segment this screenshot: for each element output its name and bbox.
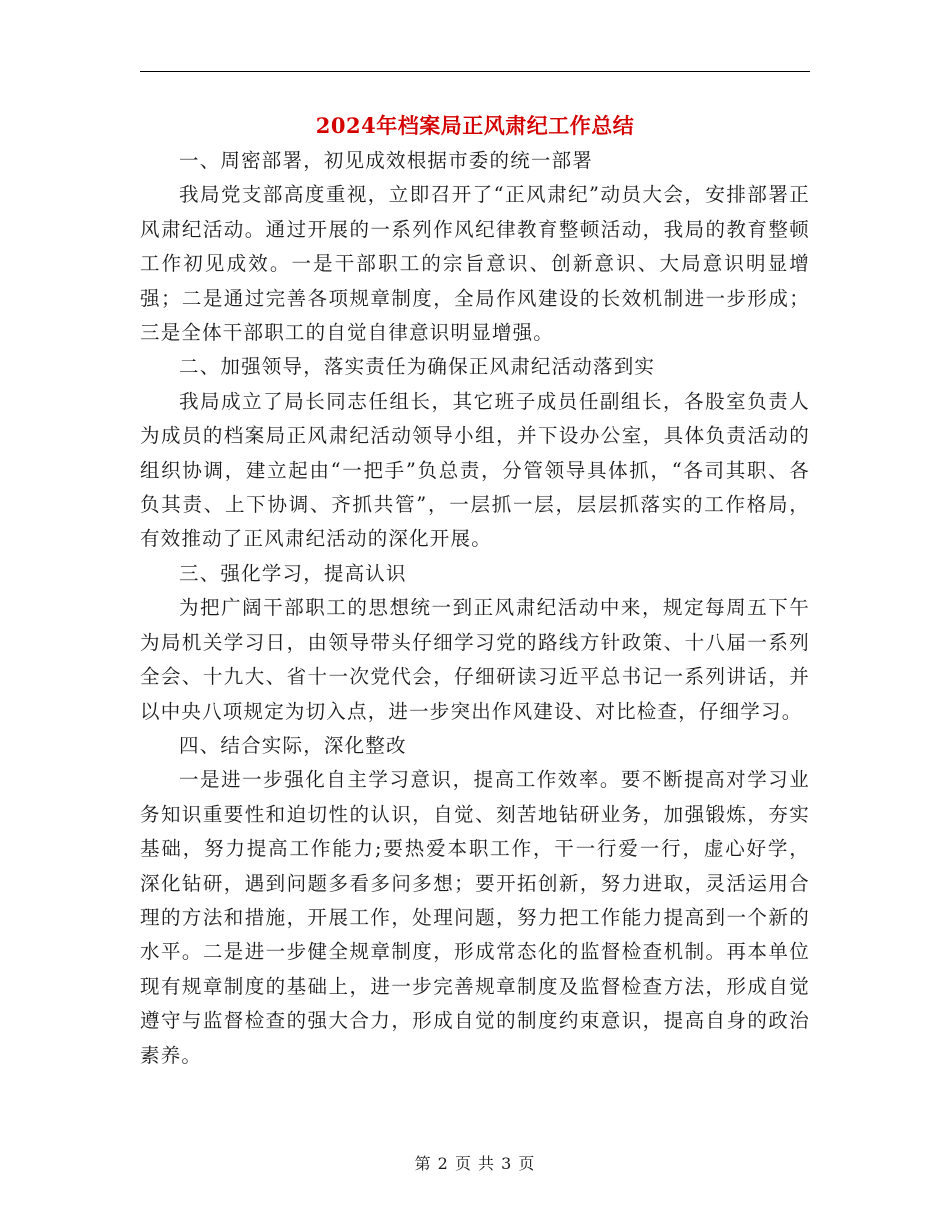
header-rule — [140, 71, 810, 72]
body-paragraph: 我局党支部高度重视，立即召开了“正风肃纪”动员大会，安排部署正风肃纪活动。通过开展的一系列作风纪律教育整顿活动，我局的教育整顿工作初见成效。一是干部职工的宗旨意识、创新意识、大局意识明显增强；二是通过完善各项规章制度，全局作风建设的长效机制进一步形成；三是全体干部职工的自觉自律意识明显增强。 — [140, 183, 810, 345]
document-body — [140, 144, 810, 1073]
section-heading: 三、强化学习，提高认识 — [179, 561, 407, 585]
page-number-footer: 第 2 页 共 3 页 — [414, 1154, 536, 1173]
document-title: 2024年档案局正风肃纪工作总结 — [315, 113, 635, 138]
section-heading: 二、加强领导，落实责任为确保正风肃纪活动落到实 — [179, 355, 656, 379]
section-heading: 一、周密部署，初见成效根据市委的统一部署 — [179, 149, 594, 172]
body-paragraph: 为把广阔干部职工的思想统一到正风肃纪活动中来，规定每周五下午为局机关学习日，由领导带头仔细学习党的路线方针政策、十八届一系列全会、十九大、省十一次党代会，仔细研读习近平总书记一系列讲话，并以中央八项规定为切入点，进一步突出作风建设、对比检查，仔细学习。 — [140, 596, 810, 723]
section-heading: 四、结合实际，深化整改 — [179, 733, 407, 757]
body-paragraph: 一是进一步强化自主学习意识，提高工作效率。要不断提高对学习业务知识重要性和迫切性的认识，自觉、刻苦地钻研业务，加强锻炼，夯实基础，努力提高工作能力;要热爱本职工作，干一行爱一行，虚心好学，深化钻研，遇到问题多看多问多想；要开拓创新，努力进取，灵活运用合理的方法和措施，开展工作，处理问题，努力把工作能力提高到一个新的水平。二是进一步健全规章制度，形成常态化的监督检查机制。再本单位现有规章制度的基础上，进一步完善规章制度及监督检查方法，形成自觉遵守与监督检查的强大合力，形成自觉的制度约束意识，提高自身的政治素养。 — [140, 768, 810, 1067]
body-paragraph: 我局成立了局长同志任组长，其它班子成员任副组长，各股室负责人为成员的档案局正风肃纪活动领导小组，并下设办公室，具体负责活动的组织协调，建立起由“一把手”负总责，分管领导具体抓，“各司其职、各负其责、上下协调、齐抓共管”，一层抓一层，层层抓落实的工作格局，有效推动了正风肃纪活动的深化开展。 — [140, 389, 810, 551]
